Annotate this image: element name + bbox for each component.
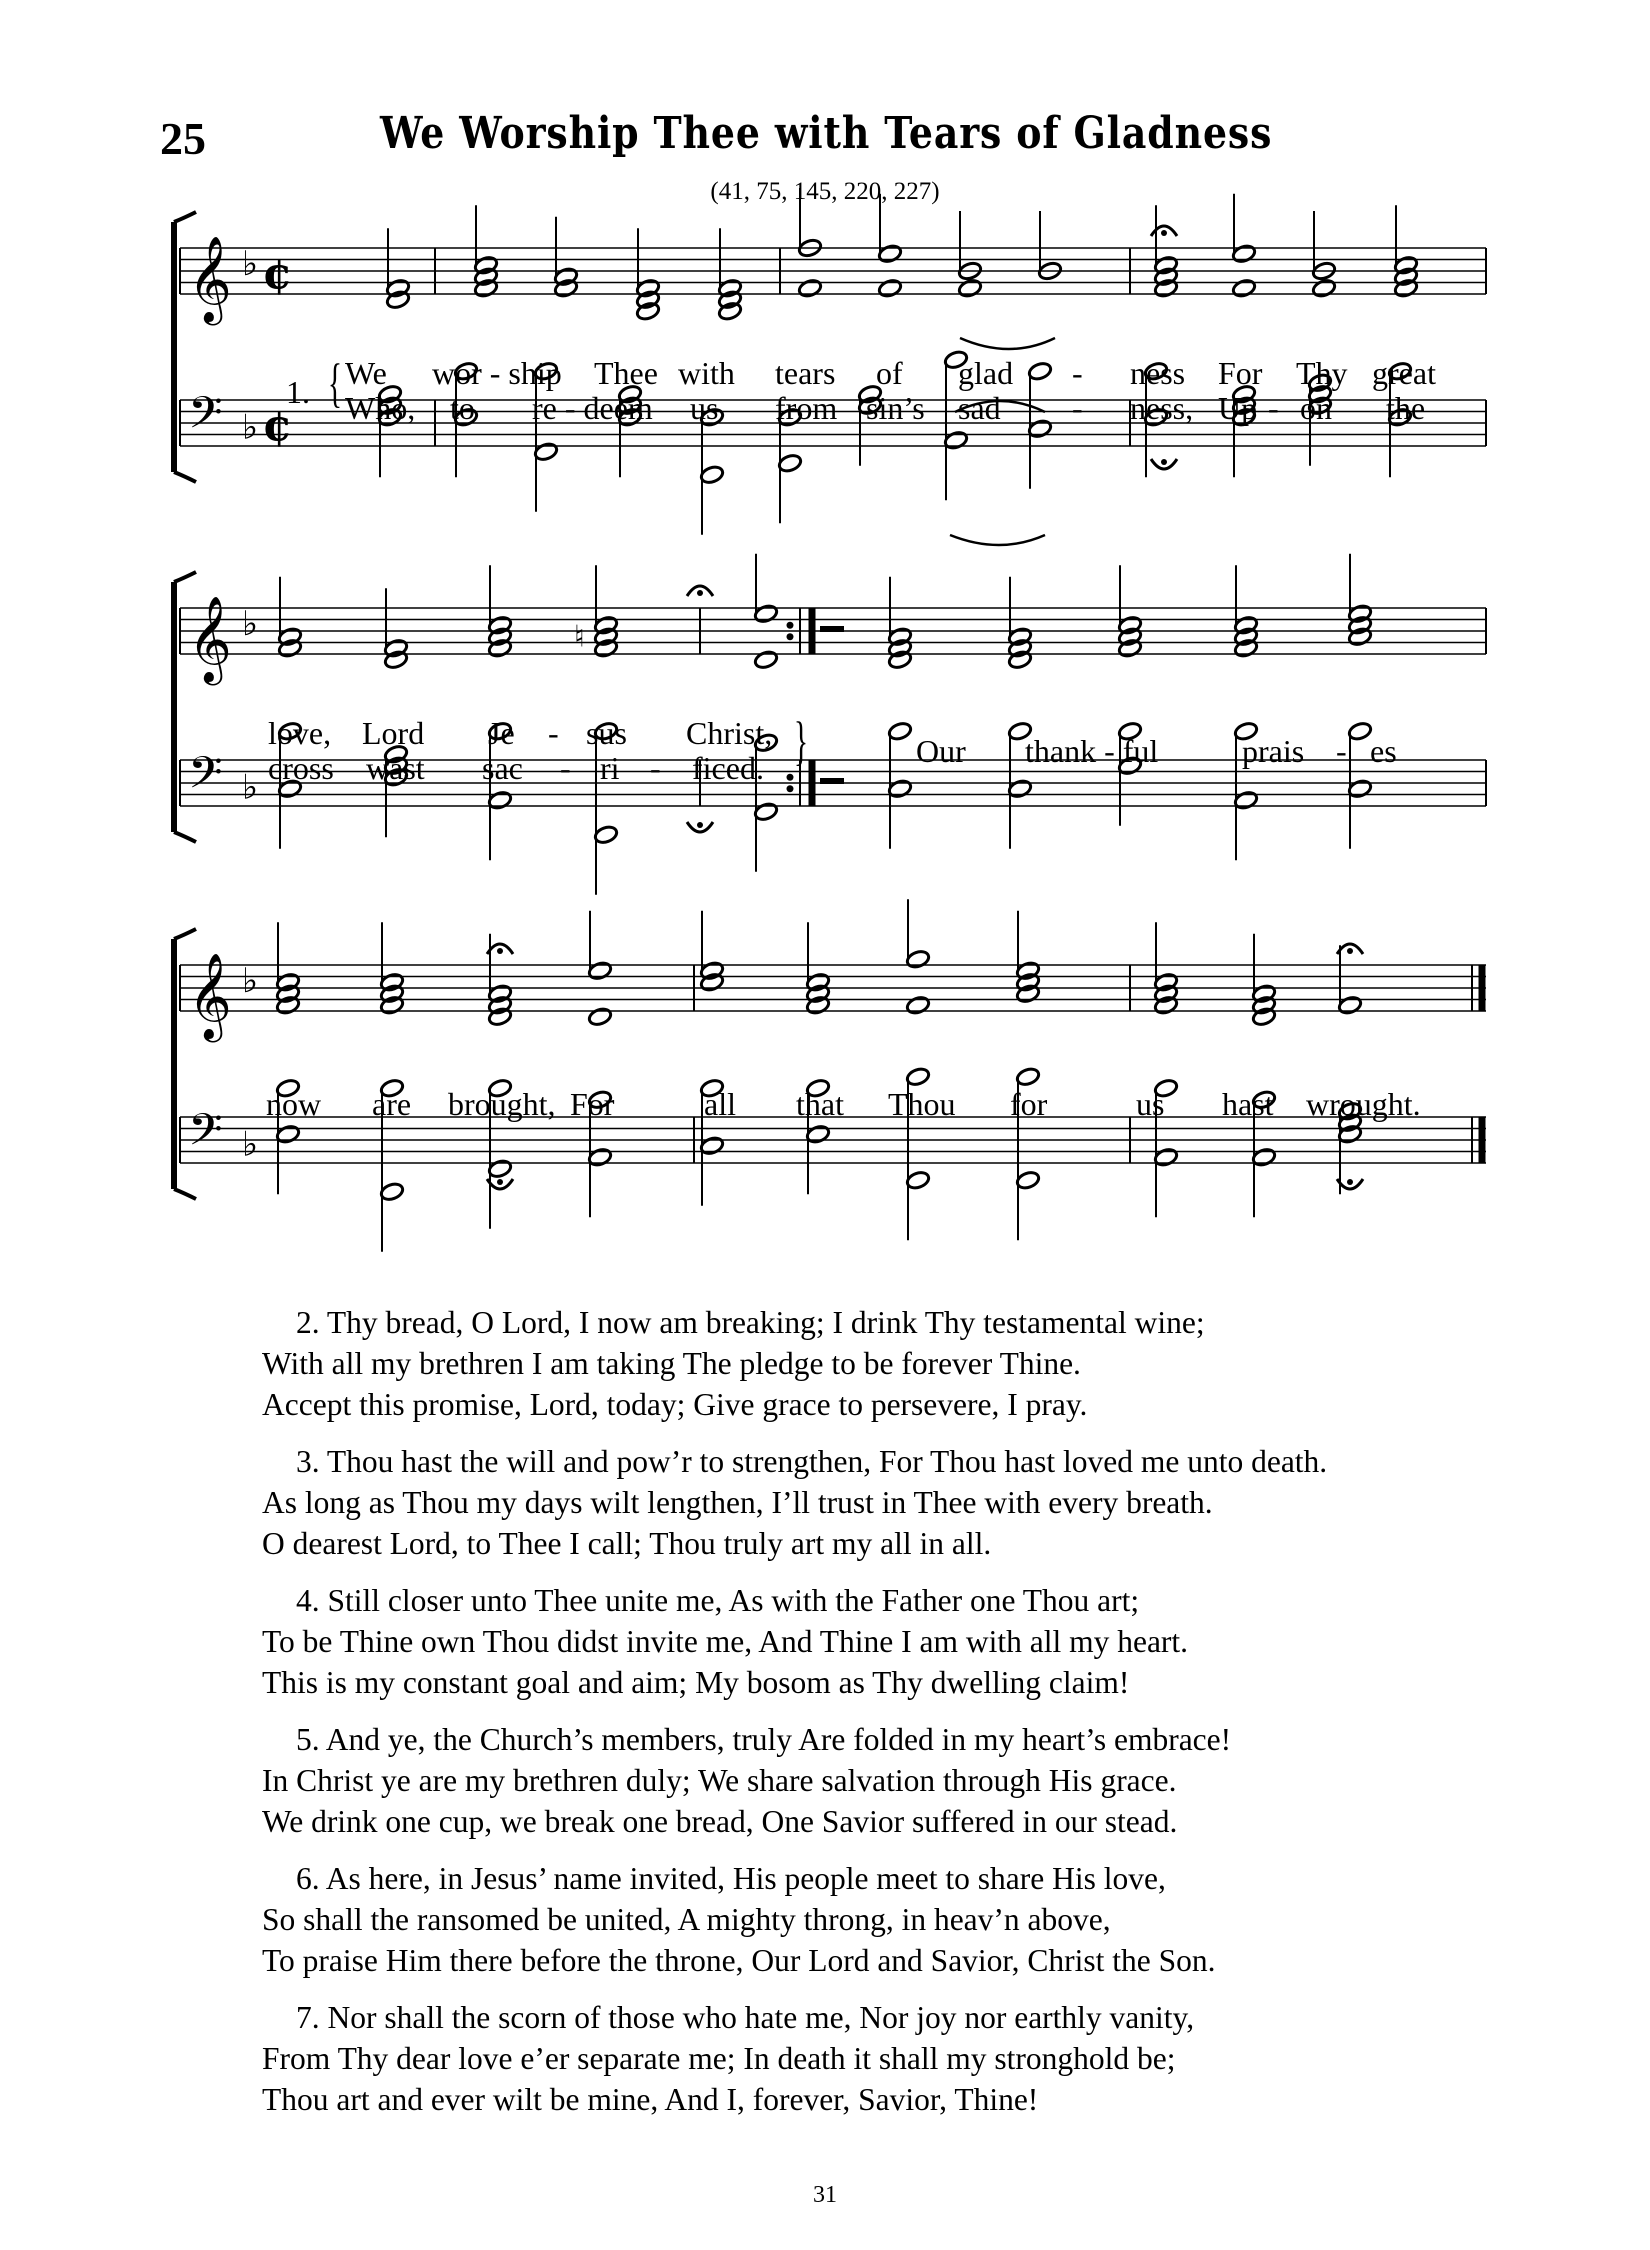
stanza-7 <box>262 1997 1194 2120</box>
lyric-syllable: us <box>690 390 719 426</box>
lyric-syllable: Up <box>1218 390 1258 426</box>
stanza-line: To praise Him there before the throne, Our Lord and Savior, Christ the Son. <box>262 1943 1216 1978</box>
lyric-syllable: sad <box>958 390 1001 426</box>
lyric-syllable: - <box>650 750 661 786</box>
note-head <box>797 278 822 299</box>
tie <box>950 535 1045 545</box>
stanza-5 <box>262 1719 1231 1842</box>
key-signature-flat: ♭ <box>242 767 259 808</box>
note-head <box>777 453 802 474</box>
lyric-syllable: to <box>450 390 475 426</box>
bracket-hook <box>174 832 196 842</box>
note-head <box>753 649 778 670</box>
clef: 𝄢 <box>188 1103 223 1167</box>
clef: 𝄞 <box>188 236 232 322</box>
note-head <box>379 1181 404 1202</box>
stanza-line: 5. And ye, the Church’s members, truly Are folded in my heart’s embrace! <box>296 1722 1232 1757</box>
lyric-syllable: Je <box>488 715 515 751</box>
note-head <box>805 1124 830 1145</box>
fermata-dot <box>1161 459 1167 465</box>
lyric-syllable: ficed. <box>692 750 764 786</box>
note-head <box>887 778 912 799</box>
note-head <box>699 464 724 485</box>
lyric-syllable: wor - ship <box>432 355 562 391</box>
lyric-syllable: Thee <box>594 355 658 391</box>
note-head <box>1231 243 1256 264</box>
clef: 𝄞 <box>188 953 232 1039</box>
natural-sign: ♮ <box>574 619 585 655</box>
lyric-syllable: now <box>266 1086 322 1122</box>
lyric-syllable: on <box>1300 390 1332 426</box>
stanza-line: This is my constant goal and aim; My bosom as Thy dwelling claim! <box>262 1665 1130 1700</box>
note-head <box>877 243 902 264</box>
note-head <box>957 278 982 299</box>
note-head <box>753 801 778 822</box>
note-head <box>1347 721 1372 742</box>
bracket-hook <box>174 212 196 222</box>
lyric-syllable: of <box>876 355 903 391</box>
lyric-syllable: thank - ful <box>1025 733 1159 769</box>
note-head <box>1337 995 1362 1016</box>
lyric-syllable: - <box>1268 390 1279 426</box>
lyric-syllable: all <box>704 1086 736 1122</box>
stanza-line: 6. As here, in Jesus’ name invited, His people meet to share His love, <box>296 1861 1166 1896</box>
stanza-line: Accept this promise, Lord, today; Give grace to persevere, I pray. <box>262 1387 1088 1422</box>
lyric-syllable: sus <box>586 715 627 751</box>
clef: 𝄢 <box>188 746 223 810</box>
lyric-syllable: ness <box>1130 355 1186 391</box>
note-head <box>1015 1066 1040 1087</box>
key-signature-flat: ♭ <box>242 407 259 448</box>
lyric-syllable: - <box>1072 390 1083 426</box>
key-signature-flat: ♭ <box>242 961 259 1001</box>
lyric-syllable: that <box>796 1086 844 1122</box>
page-number: 31 <box>813 2182 837 2208</box>
lyric-syllable: - <box>560 750 571 786</box>
stanza-3 <box>262 1441 1327 1564</box>
note-head <box>1233 790 1258 811</box>
lyric-syllable: tears <box>775 355 836 391</box>
lyric-syllable: For <box>570 1086 615 1122</box>
lyric-syllable: Christ, <box>686 715 773 751</box>
lyric-syllable: Thy <box>1296 355 1348 391</box>
stanza-6 <box>262 1858 1216 1981</box>
stanza-line: We drink one cup, we break one bread, One Savior suffered in our stead. <box>262 1804 1178 1839</box>
clef: 𝄢 <box>188 386 223 450</box>
note-head <box>587 1147 612 1168</box>
tie <box>960 338 1055 349</box>
lyric-syllable: are <box>372 1086 412 1122</box>
note-head <box>1251 1147 1276 1168</box>
note-head <box>905 995 930 1016</box>
lyric-syllable: - <box>1336 733 1347 769</box>
note-head <box>1347 778 1372 799</box>
lyric-syllable: es <box>1370 733 1397 769</box>
stanza-line: So shall the ransomed be united, A mighty throng, in heav’n above, <box>262 1902 1111 1937</box>
lyric-syllable: Our <box>916 733 966 769</box>
repeat-dot <box>787 633 794 640</box>
fermata-dot <box>697 590 703 596</box>
lyric-syllable: Thou <box>888 1086 956 1122</box>
lyric-syllable: the <box>1386 390 1426 426</box>
time-signature: ¢ <box>262 400 293 452</box>
lyric-syllable: ness, <box>1130 390 1194 426</box>
stanza-line: 3. Thou hast the will and pow’r to strengthen, For Thou hast loved me unto death. <box>296 1444 1328 1479</box>
note-head <box>1007 778 1032 799</box>
note-head <box>533 441 558 462</box>
fermata-dot <box>697 822 703 828</box>
stanza-line: To be Thine own Thou didst invite me, And Thine I am with all my heart. <box>262 1624 1189 1659</box>
stanza-line: In Christ ye are my brethren duly; We share salvation through His grace. <box>262 1763 1177 1798</box>
time-signature: ¢ <box>262 248 293 300</box>
repeat-dot <box>787 622 794 629</box>
stanza-line: 2. Thy bread, O Lord, I now am breaking; I drink Thy testamental wine; <box>296 1305 1205 1340</box>
half-rest <box>820 778 844 784</box>
lyric-syllable: wrought. <box>1306 1086 1421 1122</box>
lyric-syllable: Who, <box>345 390 416 426</box>
lyric-syllable: sac <box>482 750 523 786</box>
bracket-hook <box>174 472 196 482</box>
lyric-syllable: us <box>1136 1086 1165 1122</box>
repeat-dot <box>787 774 794 781</box>
stanza-label: 1. <box>286 374 310 410</box>
stanza-line: Thou art and ever wilt be mine, And I, forever, Savior, Thine! <box>262 2082 1039 2117</box>
stanza-2 <box>262 1302 1205 1425</box>
note-head <box>905 1170 930 1191</box>
lyric-syllable: great <box>1372 355 1436 391</box>
lyric-syllable: re - deem <box>532 390 653 426</box>
stanza-line: 4. Still closer unto Thee unite me, As with the Father one Thou art; <box>296 1583 1140 1618</box>
lyric-syllable: hast <box>1222 1086 1274 1122</box>
hymn-number: 25 <box>160 113 206 164</box>
note-head <box>275 1124 300 1145</box>
key-signature-flat: ♭ <box>242 244 259 284</box>
lyric-syllable: glad <box>958 355 1014 391</box>
bracket-hook <box>174 929 196 939</box>
lyric-syllable: with <box>678 355 735 391</box>
lyric-syllable: For <box>1218 355 1263 391</box>
lyric-syllable: - <box>1072 355 1083 391</box>
note-head <box>487 1158 512 1179</box>
stanza-line: With all my brethren I am taking The pledge to be forever Thine. <box>262 1346 1081 1381</box>
stanza-brace: { <box>327 353 343 413</box>
fermata-dot <box>1161 230 1167 236</box>
cross-references: (41, 75, 145, 220, 227) <box>710 178 940 205</box>
note-head <box>1027 361 1052 382</box>
note-head <box>877 278 902 299</box>
stanza-line: As long as Thou my days wilt lengthen, I’ll trust in Thee with every breath. <box>262 1485 1213 1520</box>
lyric-syllable: - <box>548 715 559 751</box>
lyric-syllable: We <box>345 355 387 391</box>
note-head <box>905 1066 930 1087</box>
clef: 𝄞 <box>188 596 232 682</box>
note-head <box>887 721 912 742</box>
lyric-syllable: for <box>1010 1086 1048 1122</box>
note-head <box>487 790 512 811</box>
note-head <box>1015 1170 1040 1191</box>
lyric-syllable: prais <box>1242 733 1305 769</box>
note-head <box>1231 278 1256 299</box>
lyric-syllable: wast <box>366 750 425 786</box>
note-head <box>943 430 968 451</box>
lyric-syllable: brought, <box>448 1086 556 1122</box>
note-head <box>753 603 778 624</box>
lyric-syllable: cross <box>268 750 334 786</box>
lyric-brace: } <box>793 711 809 771</box>
note-head <box>587 1006 612 1027</box>
note-head <box>593 824 618 845</box>
lyric-syllable: love, <box>268 715 332 751</box>
note-head <box>1027 418 1052 439</box>
stanza-line: 7. Nor shall the scorn of those who hate me, Nor joy nor earthly vanity, <box>296 2000 1195 2035</box>
stanza-line: From Thy dear love e’er separate me; In death it shall my stronghold be; <box>262 2041 1176 2076</box>
hymn-title: We Worship Thee with Tears of Gladness <box>380 108 1273 159</box>
key-signature-flat: ♭ <box>242 1124 259 1165</box>
stanza-4 <box>262 1580 1188 1703</box>
bracket-hook <box>174 1189 196 1199</box>
bracket-hook <box>174 572 196 582</box>
key-signature-flat: ♭ <box>242 604 259 644</box>
note-head <box>587 960 612 981</box>
half-rest <box>820 626 844 632</box>
note-head <box>905 949 930 970</box>
lyric-syllable: Lord <box>362 715 425 751</box>
lyric-syllable: ri <box>600 750 620 786</box>
note-head <box>1311 278 1336 299</box>
repeat-dot <box>787 785 794 792</box>
lyric-syllable: sin’s <box>866 390 925 426</box>
fermata-dot <box>497 948 503 954</box>
lyric-syllable: from <box>775 390 838 426</box>
note-head <box>1153 1147 1178 1168</box>
fermata-dot <box>1347 948 1353 954</box>
fermata-dot <box>497 1179 503 1185</box>
note-head <box>699 1135 724 1156</box>
stanza-line: O dearest Lord, to Thee I call; Thou truly art my all in all. <box>262 1526 992 1561</box>
fermata-dot <box>1347 1179 1353 1185</box>
